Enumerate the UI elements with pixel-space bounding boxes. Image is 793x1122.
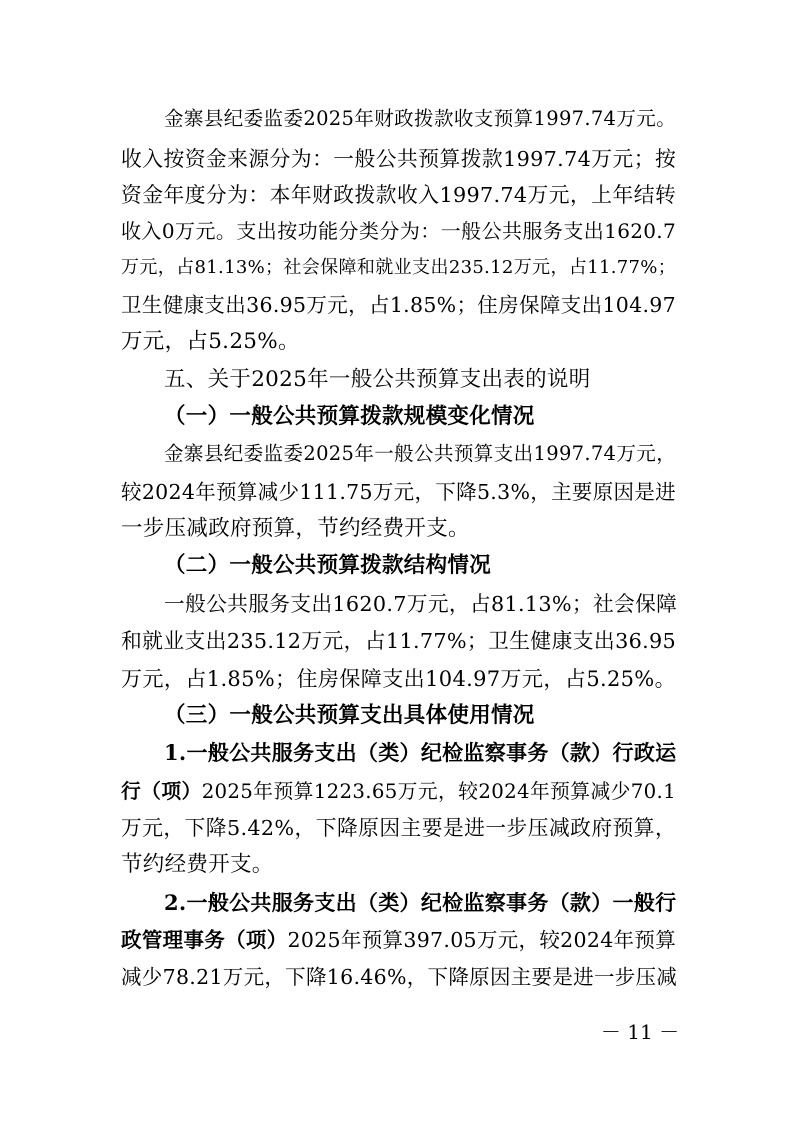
item1-line2-rest: 2025年预算1223.65万元，较2024年预算减少70.1 xyxy=(201,780,676,803)
item1-line1: 1.一般公共服务支出（类）纪检监察事务（款）行政运 xyxy=(164,740,677,765)
item1-line3: 万元，下降5.42%，下降原因主要是进一步压减政府预算， xyxy=(121,816,676,840)
para3-line1: 一般公共服务支出1620.7万元，占81.13%；社会保障 xyxy=(164,592,678,616)
sub1-heading: （一）一般公共预算拨款规模变化情况 xyxy=(164,404,535,429)
para1-line1: 金寨县纪委监委2025年财政拨款收支预算1997.74万元。 xyxy=(164,107,676,130)
para3-line2: 和就业支出235.12万元，占11.77%；卫生健康支出36.95 xyxy=(121,629,676,653)
item1-line2-bold: 行（项） xyxy=(121,779,202,803)
page-number: － 11 － xyxy=(600,1020,680,1044)
para3-line3: 万元，占1.85%；住房保障支出104.97万元，占5.25%。 xyxy=(121,667,676,691)
para1-line5: 万元，占81.13%；社会保障和就业支出235.12万元，占11.77%； xyxy=(121,257,676,278)
section5-heading: 五、关于2025年一般公共预算支出表的说明 xyxy=(164,367,591,392)
para1-line7: 万元，占5.25%。 xyxy=(121,329,300,354)
para2-line1: 金寨县纪委监委2025年一般公共预算支出1997.74万元， xyxy=(164,442,676,465)
item1-line2 xyxy=(121,776,676,807)
item1-line4: 节约经费开支。 xyxy=(121,852,274,877)
item2-line3: 减少78.21万元，下降16.46%，下降原因主要是进一步压减 xyxy=(121,965,678,989)
para1-line3: 资金年度分为：本年财政拨款收入1997.74万元，上年结转 xyxy=(121,183,676,207)
para1-line2: 收入按资金来源分为：一般公共预算拨款1997.74万元；按 xyxy=(121,147,676,171)
para1-line6: 卫生健康支出36.95万元，占1.85%；住房保障支出104.97 xyxy=(121,293,676,317)
item2-line2-rest: 2025年预算397.05万元，较2024年预算 xyxy=(287,928,676,952)
para1-line4: 收入0万元。支出按功能分类分为：一般公共服务支出1620.7 xyxy=(121,219,676,243)
sub2-heading: （二）一般公共预算拨款结构情况 xyxy=(164,553,492,578)
sub3-heading: （三）一般公共预算支出具体使用情况 xyxy=(164,703,535,728)
item2-line1: 2.一般公共服务支出（类）纪检监察事务（款）一般行 xyxy=(164,890,677,915)
para2-line3: 一步压减政府预算，节约经费开支。 xyxy=(121,516,470,541)
item2-line2-bold: 政管理事务（项） xyxy=(121,928,288,952)
para2-line2: 较2024年预算减少111.75万元，下降5.3%，主要原因是进 xyxy=(121,480,676,504)
item2-line2 xyxy=(121,925,676,955)
